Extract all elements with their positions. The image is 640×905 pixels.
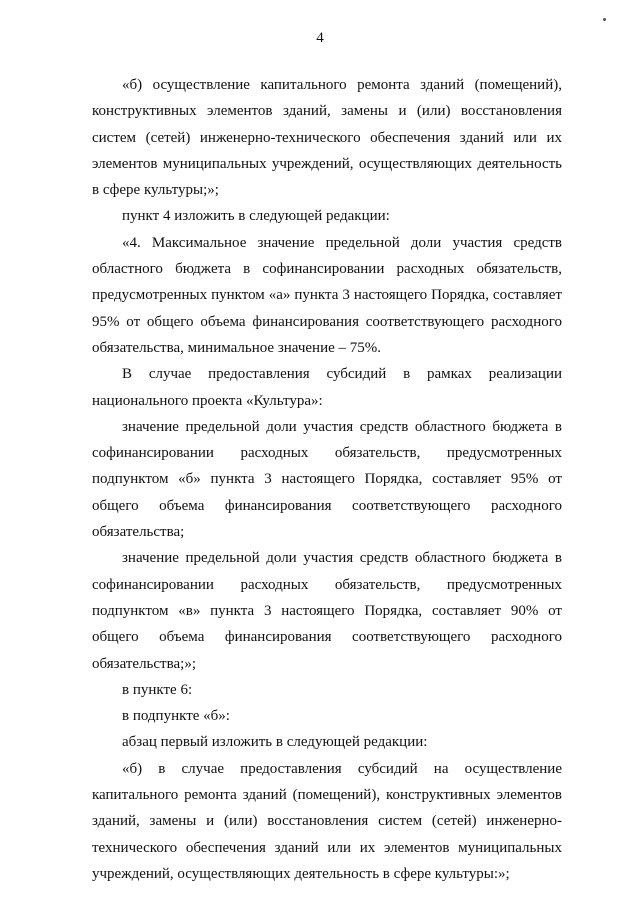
paragraph-share-b: значение предельной доли участия средств областного бюджета в софинансировании расходных обязательств, предусмотренных подпунктом «б» пункта 3 настоящего Порядка, составляет 95% от общего объема финансирования соответствующего расходного обязательства; (92, 418, 562, 541)
paragraph-subitem-b: в подпункте «б»: (122, 708, 230, 725)
paragraph-b-new-text: «б) в случае предоставления субсидий на осуществление капитального ремонта зданий (помещений), конструктивных элементов зданий, замены и (или) восстановления систем (сетей) инженерно-технического обеспечения зданий или их элементов муниципальных учреждений, осуществляющих деятельность в сфере культуры:»; (92, 760, 562, 882)
scan-mark (603, 18, 606, 21)
paragraph-item6: в пункте 6: (122, 681, 193, 698)
paragraph-first-abzac: абзац первый изложить в следующей редакции: (122, 734, 428, 751)
paragraph-share-v: значение предельной доли участия средств областного бюджета в софинансировании расходных обязательств, предусмотренных подпунктом «в» пункта 3 настоящего Порядка, составляет 90% от общего объема финансирования соответствующего расходного обязательства;»; (92, 550, 562, 672)
paragraph-national-project: В случае предоставления субсидий в рамках реализации национального проекта «Культура»: (92, 366, 562, 409)
page-number: 4 (316, 30, 324, 46)
paragraph-item4-text: «4. Максимальное значение предельной доли участия средств областного бюджета в софинансировании расходных обязательств, предусмотренных пунктом «а» пункта 3 настоящего Порядка, составляет 95% от общего объема финансирования соответствующего расходного обязательства, минимальное значение – 75%. (92, 234, 562, 356)
paragraph-b-subitem: «б) осуществление капитального ремонта зданий (помещений), конструктивных элементов зданий, замены и (или) восстановления систем (сетей) инженерно-технического обеспечения зданий или их элементов муниципальных учреждений, осуществляющих деятельность в сфере культуры;»; (92, 77, 562, 199)
document-body (92, 72, 562, 887)
paragraph-item4-instruction: пункт 4 изложить в следующей редакции: (122, 208, 390, 225)
